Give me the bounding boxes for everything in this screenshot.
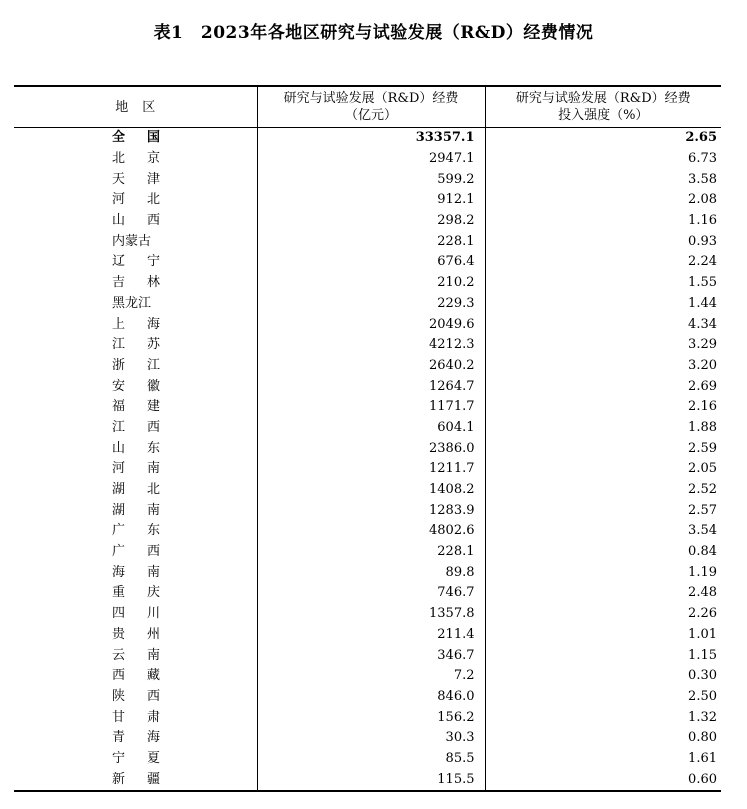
expenditure-cell: 30.3 <box>257 728 485 749</box>
table-row <box>14 252 721 273</box>
expenditure-cell: 746.7 <box>257 583 485 604</box>
region-cell <box>14 687 257 708</box>
region-cell <box>14 294 257 315</box>
region-name: 青海 <box>112 730 160 746</box>
region-name: 黑龙江 <box>112 295 152 311</box>
intensity-cell: 1.15 <box>485 645 721 666</box>
region-name: 吉林 <box>112 275 160 291</box>
intensity-cell: 2.16 <box>485 397 721 418</box>
intensity-cell: 1.32 <box>485 707 721 728</box>
table-row <box>14 625 721 646</box>
intensity-cell: 2.08 <box>485 190 721 211</box>
table-row <box>14 314 721 335</box>
region-name: 全国 <box>112 130 160 146</box>
region-name: 陕西 <box>112 688 160 704</box>
region-cell <box>14 149 257 170</box>
expenditure-cell: 4802.6 <box>257 521 485 542</box>
table-header-row <box>14 86 721 128</box>
region-cell <box>14 418 257 439</box>
intensity-cell: 2.57 <box>485 500 721 521</box>
intensity-cell: 1.16 <box>485 211 721 232</box>
region-name: 江西 <box>112 419 160 435</box>
rd-expenditure-table <box>14 85 721 792</box>
region-name: 云南 <box>112 647 160 663</box>
intensity-cell: 2.52 <box>485 480 721 501</box>
header-expenditure <box>257 86 485 128</box>
region-name: 新疆 <box>112 771 160 787</box>
header-intensity-line1: 研究与试验发展（R&D）经费 <box>515 91 691 106</box>
expenditure-cell: 210.2 <box>257 273 485 294</box>
region-name: 江苏 <box>112 337 160 353</box>
expenditure-cell: 7.2 <box>257 666 485 687</box>
expenditure-cell: 2640.2 <box>257 356 485 377</box>
intensity-cell: 2.65 <box>485 128 721 149</box>
region-cell <box>14 273 257 294</box>
table-row <box>14 542 721 563</box>
region-cell <box>14 128 257 149</box>
intensity-cell: 1.61 <box>485 749 721 770</box>
header-region-label: 地区 <box>115 99 170 115</box>
expenditure-cell: 85.5 <box>257 749 485 770</box>
region-name: 浙江 <box>112 357 160 373</box>
intensity-cell: 0.60 <box>485 769 721 791</box>
expenditure-cell: 229.3 <box>257 294 485 315</box>
region-name: 西藏 <box>112 668 160 684</box>
region-cell <box>14 562 257 583</box>
expenditure-cell: 1264.7 <box>257 376 485 397</box>
expenditure-cell: 1408.2 <box>257 480 485 501</box>
table-row <box>14 521 721 542</box>
region-cell <box>14 459 257 480</box>
region-cell <box>14 397 257 418</box>
region-cell <box>14 438 257 459</box>
table-row <box>14 149 721 170</box>
expenditure-cell: 211.4 <box>257 625 485 646</box>
table-row <box>14 707 721 728</box>
region-cell <box>14 211 257 232</box>
table-row <box>14 687 721 708</box>
region-cell <box>14 728 257 749</box>
intensity-cell: 0.30 <box>485 666 721 687</box>
region-name: 山东 <box>112 440 160 456</box>
table-row <box>14 459 721 480</box>
table-row <box>14 728 721 749</box>
page-title: 表1 2023年各地区研究与试验发展（R&D）经费情况 <box>153 23 594 43</box>
region-name: 贵州 <box>112 626 160 642</box>
table-row <box>14 376 721 397</box>
table-row <box>14 211 721 232</box>
expenditure-cell: 2049.6 <box>257 314 485 335</box>
table-row <box>14 335 721 356</box>
intensity-cell: 0.80 <box>485 728 721 749</box>
region-name: 河南 <box>112 461 160 477</box>
region-cell <box>14 583 257 604</box>
intensity-cell: 1.01 <box>485 625 721 646</box>
region-name: 湖南 <box>112 502 160 518</box>
region-name: 广东 <box>112 523 160 539</box>
expenditure-cell: 1211.7 <box>257 459 485 480</box>
region-cell <box>14 356 257 377</box>
intensity-cell: 3.58 <box>485 169 721 190</box>
region-name: 重庆 <box>112 585 160 601</box>
expenditure-cell: 2947.1 <box>257 149 485 170</box>
region-cell <box>14 707 257 728</box>
region-name: 海南 <box>112 564 160 580</box>
intensity-cell: 1.88 <box>485 418 721 439</box>
expenditure-cell: 298.2 <box>257 211 485 232</box>
intensity-cell: 3.20 <box>485 356 721 377</box>
intensity-cell: 2.69 <box>485 376 721 397</box>
expenditure-cell: 33357.1 <box>257 128 485 149</box>
expenditure-cell: 846.0 <box>257 687 485 708</box>
expenditure-cell: 1357.8 <box>257 604 485 625</box>
table-row <box>14 294 721 315</box>
header-intensity <box>485 86 721 128</box>
region-cell <box>14 169 257 190</box>
table-row <box>14 190 721 211</box>
expenditure-cell: 89.8 <box>257 562 485 583</box>
intensity-cell: 1.44 <box>485 294 721 315</box>
expenditure-cell: 115.5 <box>257 769 485 791</box>
intensity-cell: 2.59 <box>485 438 721 459</box>
region-cell <box>14 521 257 542</box>
expenditure-cell: 676.4 <box>257 252 485 273</box>
intensity-cell: 2.50 <box>485 687 721 708</box>
region-cell <box>14 231 257 252</box>
region-name: 天津 <box>112 171 160 187</box>
region-cell <box>14 500 257 521</box>
table-row-total <box>14 128 721 149</box>
expenditure-cell: 228.1 <box>257 231 485 252</box>
region-name: 福建 <box>112 399 160 415</box>
region-name: 内蒙古 <box>112 233 152 249</box>
region-cell <box>14 190 257 211</box>
table-row <box>14 356 721 377</box>
table-row <box>14 273 721 294</box>
region-name: 四川 <box>112 606 160 622</box>
table-body <box>14 128 721 792</box>
region-name: 宁夏 <box>112 750 160 766</box>
intensity-cell: 2.48 <box>485 583 721 604</box>
intensity-cell: 2.05 <box>485 459 721 480</box>
intensity-cell: 2.24 <box>485 252 721 273</box>
table-row <box>14 418 721 439</box>
region-name: 安徽 <box>112 378 160 394</box>
expenditure-cell: 228.1 <box>257 542 485 563</box>
region-name: 湖北 <box>112 482 160 498</box>
expenditure-cell: 346.7 <box>257 645 485 666</box>
intensity-cell: 3.29 <box>485 335 721 356</box>
region-name: 广西 <box>112 544 160 560</box>
expenditure-cell: 2386.0 <box>257 438 485 459</box>
region-cell <box>14 252 257 273</box>
table-row <box>14 645 721 666</box>
intensity-cell: 0.93 <box>485 231 721 252</box>
region-cell <box>14 542 257 563</box>
region-name: 辽宁 <box>112 254 160 270</box>
region-cell <box>14 749 257 770</box>
table-row <box>14 749 721 770</box>
intensity-cell: 4.34 <box>485 314 721 335</box>
region-cell <box>14 769 257 791</box>
header-region <box>14 86 257 128</box>
intensity-cell: 0.84 <box>485 542 721 563</box>
header-intensity-line2: 投入强度（%） <box>558 108 649 123</box>
region-cell <box>14 314 257 335</box>
expenditure-cell: 599.2 <box>257 169 485 190</box>
table-row <box>14 169 721 190</box>
table-row <box>14 500 721 521</box>
intensity-cell: 1.19 <box>485 562 721 583</box>
region-name: 上海 <box>112 316 160 332</box>
table-row <box>14 604 721 625</box>
expenditure-cell: 156.2 <box>257 707 485 728</box>
intensity-cell: 1.55 <box>485 273 721 294</box>
expenditure-cell: 604.1 <box>257 418 485 439</box>
table-row <box>14 666 721 687</box>
expenditure-cell: 1283.9 <box>257 500 485 521</box>
table-row <box>14 562 721 583</box>
intensity-cell: 2.26 <box>485 604 721 625</box>
table-row <box>14 769 721 791</box>
table-row <box>14 480 721 501</box>
table-row <box>14 438 721 459</box>
region-cell <box>14 645 257 666</box>
region-cell <box>14 480 257 501</box>
region-cell <box>14 376 257 397</box>
region-name: 山西 <box>112 213 160 229</box>
region-name: 甘肃 <box>112 709 160 725</box>
intensity-cell: 6.73 <box>485 149 721 170</box>
expenditure-cell: 4212.3 <box>257 335 485 356</box>
region-cell <box>14 335 257 356</box>
region-cell <box>14 604 257 625</box>
intensity-cell: 3.54 <box>485 521 721 542</box>
expenditure-cell: 912.1 <box>257 190 485 211</box>
expenditure-cell: 1171.7 <box>257 397 485 418</box>
table-row <box>14 397 721 418</box>
region-cell <box>14 625 257 646</box>
header-expenditure-line1: 研究与试验发展（R&D）经费 <box>283 91 459 106</box>
region-name: 北京 <box>112 151 160 167</box>
header-expenditure-line2: （亿元） <box>344 108 397 123</box>
table-row <box>14 231 721 252</box>
region-name: 河北 <box>112 192 160 208</box>
region-cell <box>14 666 257 687</box>
table-row <box>14 583 721 604</box>
